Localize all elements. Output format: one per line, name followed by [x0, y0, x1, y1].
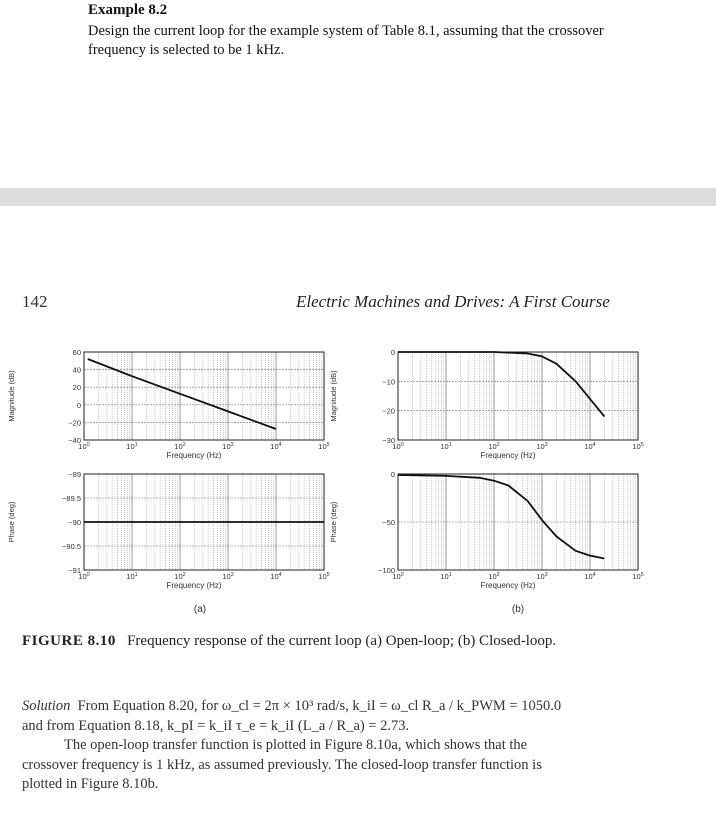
x-tick-label: $10^3$: [536, 442, 548, 451]
bode-figure: [0, 340, 716, 630]
bode-panel-1: [7, 348, 330, 460]
y-tick-label: −90: [68, 518, 81, 527]
x-tick-label: $10^1$: [126, 442, 138, 451]
series-line: [398, 475, 604, 559]
x-tick-label: $10^2$: [174, 572, 186, 581]
x-tick-exponent: 5: [326, 442, 330, 448]
x-tick-exponent: 3: [230, 442, 234, 448]
series-line: [398, 352, 604, 417]
y-axis-label: Magnitude (dB): [7, 370, 16, 422]
x-tick-label: $10^2$: [174, 442, 186, 451]
x-tick-label: $10^4$: [584, 572, 596, 581]
solution-line-1-text: From Equation 8.20, for ω_cl = 2π × 10³ rad/s, k_iI = ω_cl R_a / k_PWM = 1050.0: [77, 698, 562, 714]
example-title: Example 8.2: [88, 2, 168, 18]
x-tick-exponent: 2: [182, 572, 186, 578]
x-tick-label: $10^0$: [392, 572, 404, 581]
x-tick-exponent: 4: [278, 572, 282, 578]
x-tick-exponent: 2: [182, 442, 186, 448]
x-tick-label: $10^3$: [536, 572, 548, 581]
solution-text: [22, 697, 702, 795]
x-tick-exponent: 0: [400, 442, 404, 448]
example-line-2: frequency is selected to be 1 kHz.: [88, 42, 285, 58]
example-line-1: Design the current loop for the example system of Table 8.1, assuming that the crossover: [88, 23, 604, 39]
x-tick-label: $10^5$: [632, 572, 644, 581]
x-tick-label: $10^4$: [584, 442, 596, 451]
x-tick-label: $10^4$: [270, 572, 282, 581]
y-axis-label: Phase (deg): [7, 501, 16, 543]
x-tick-exponent: 5: [640, 442, 644, 448]
y-tick-label: 0: [76, 400, 81, 410]
x-axis-label: Frequency (Hz): [480, 451, 536, 460]
x-tick-exponent: 1: [134, 572, 138, 578]
x-tick-label: $10^3$: [222, 572, 234, 581]
y-tick-label: −20: [68, 418, 81, 428]
x-tick-exponent: 2: [496, 442, 500, 448]
x-tick-exponent: 3: [544, 572, 548, 578]
x-tick-exponent: 1: [448, 572, 452, 578]
x-tick-label: $10^2$: [488, 442, 500, 451]
x-tick-label: $10^4$: [270, 442, 282, 451]
y-tick-label: −30: [382, 436, 395, 445]
page-gap-divider: [0, 188, 716, 206]
y-tick-label: −100: [378, 566, 395, 575]
x-axis-label: Frequency (Hz): [480, 581, 536, 590]
bode-panel-2: [7, 470, 330, 590]
y-tick-label: −10: [382, 377, 395, 387]
y-tick-label: −20: [382, 406, 395, 416]
x-tick-label: $10^3$: [222, 442, 234, 451]
example-statement: [88, 22, 716, 60]
caption-text: Frequency response of the current loop (a) Open-loop; (b) Closed-loop.: [127, 633, 557, 649]
x-tick-exponent: 1: [134, 442, 138, 448]
solution-line-4: crossover frequency is 1 kHz, as assumed previously. The closed-loop transfer function is: [22, 756, 542, 773]
x-tick-exponent: 4: [592, 572, 596, 578]
x-tick-exponent: 5: [326, 572, 330, 578]
y-tick-label: −40: [68, 436, 81, 445]
panel-b-label: (b): [511, 604, 525, 615]
x-tick-exponent: 4: [592, 442, 596, 448]
solution-line-2: and from Equation 8.18, k_pI = k_iI τ_e = k_iI (L_a / R_a) = 2.73.: [22, 717, 410, 734]
y-tick-label: −91: [68, 566, 81, 575]
y-tick-label: −89.5: [62, 494, 81, 503]
caption-label: FIGURE 8.10: [22, 633, 116, 649]
page-number: 142: [22, 292, 48, 311]
x-tick-label: $10^0$: [392, 442, 404, 451]
x-tick-exponent: 3: [544, 442, 548, 448]
figure-caption: [22, 633, 556, 650]
x-tick-exponent: 3: [230, 572, 234, 578]
x-tick-exponent: 1: [448, 442, 452, 448]
x-tick-label: $10^1$: [126, 572, 138, 581]
x-axis-label: Frequency (Hz): [166, 581, 222, 590]
x-tick-exponent: 4: [278, 442, 282, 448]
x-tick-label: $10^1$: [440, 442, 452, 451]
x-tick-label: $10^0$: [78, 572, 90, 581]
y-tick-label: −89: [68, 470, 81, 479]
solution-line-3: The open-loop transfer function is plotted in Figure 8.10a, which shows that the: [64, 737, 528, 753]
y-tick-label: 20: [72, 383, 81, 393]
y-tick-label: 0: [390, 348, 395, 357]
x-tick-exponent: 0: [86, 572, 90, 578]
y-tick-label: 40: [72, 365, 81, 375]
solution-line-1: [22, 697, 702, 717]
y-tick-label: −90.5: [62, 542, 81, 551]
x-tick-exponent: 5: [640, 572, 644, 578]
plot-frame: [84, 352, 324, 440]
y-tick-label: 0: [390, 470, 395, 479]
x-tick-label: $10^2$: [488, 572, 500, 581]
x-tick-label: $10^5$: [318, 572, 330, 581]
x-tick-exponent: 0: [86, 442, 90, 448]
y-tick-label: 60: [72, 348, 81, 357]
bode-panel-4: [326, 470, 644, 590]
y-axis-label: Magnitude (dB): [329, 370, 338, 422]
y-tick-label: −50: [382, 518, 395, 527]
bode-panel-3: [326, 348, 644, 460]
x-tick-exponent: 0: [400, 572, 404, 578]
plot-frame: [398, 352, 638, 440]
x-tick-label: $10^5$: [318, 442, 330, 451]
x-tick-label: $10^5$: [632, 442, 644, 451]
panel-a-label: (a): [193, 604, 207, 615]
x-tick-label: $10^1$: [440, 572, 452, 581]
y-axis-label: Phase (deg): [329, 501, 338, 543]
running-head: Electric Machines and Drives: A First Course: [296, 292, 610, 311]
solution-line-5: plotted in Figure 8.10b.: [22, 776, 159, 792]
solution-label: Solution: [22, 698, 71, 714]
x-tick-label: $10^0$: [78, 442, 90, 451]
x-axis-label: Frequency (Hz): [166, 451, 222, 460]
x-tick-exponent: 2: [496, 572, 500, 578]
